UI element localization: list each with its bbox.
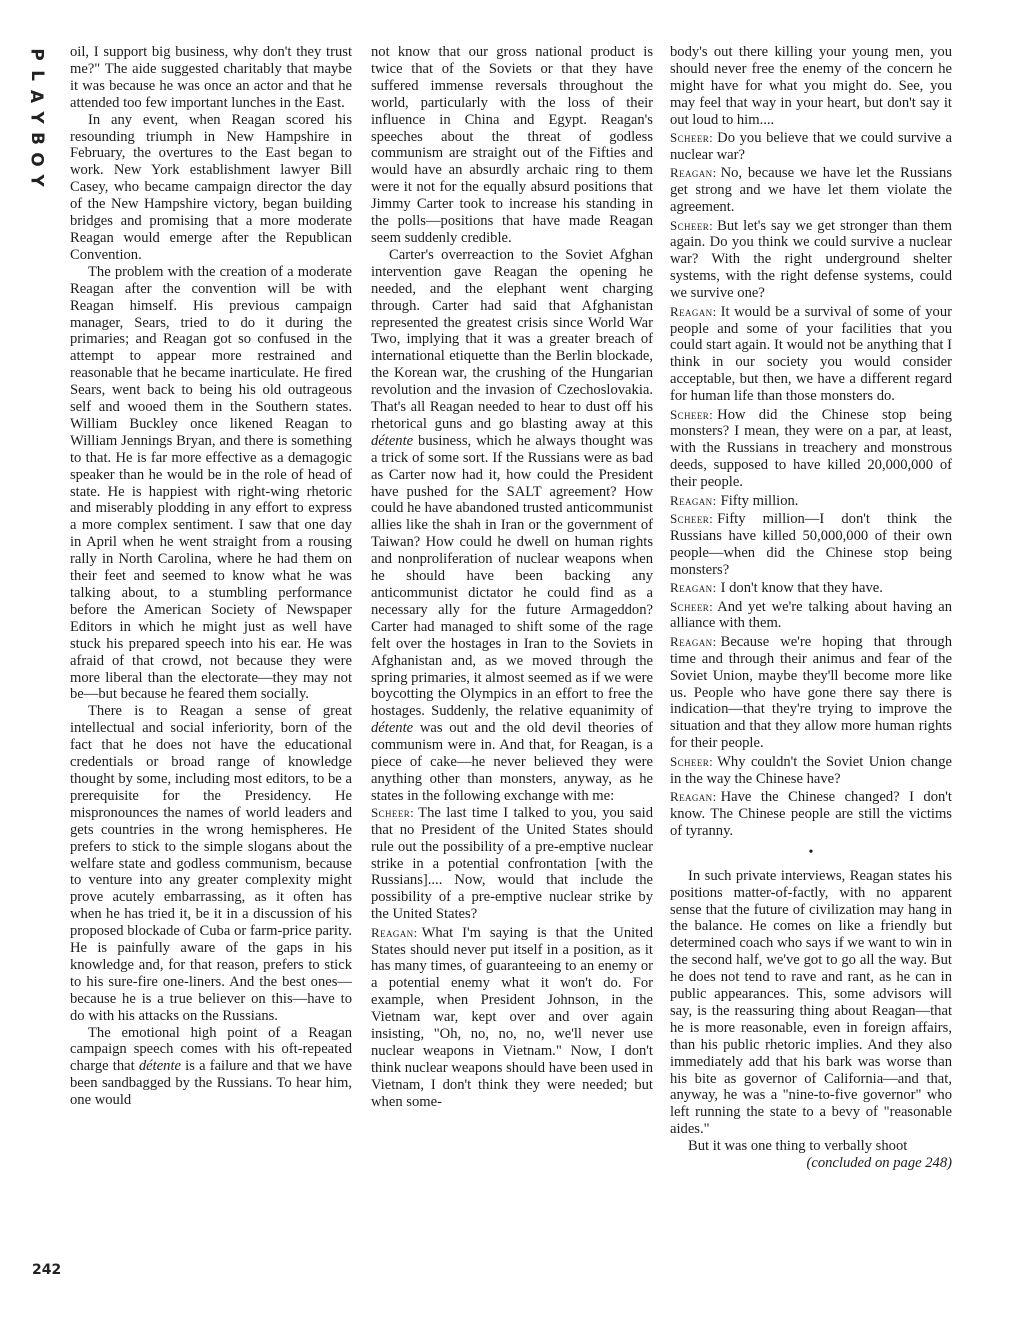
logo-letter: Y	[26, 174, 47, 187]
text-run: Why couldn't the Soviet Union change in the way the Chinese have?	[670, 753, 952, 787]
paragraph: oil, I support big business, why don't they trust me?" The aide suggested charitably that maybe it was because he was once an actor and that he attended too few important lunches in the East.	[70, 44, 352, 111]
italic-word: détente	[138, 1058, 181, 1075]
speaker-label: Reagan:	[670, 633, 717, 649]
paragraph: In such private interviews, Reagan states his positions matter-of-factly, with no apparent sense that the future of civilization may hang in the balance. He comes on like a friendly but determined coach who says if we want to win in the second half, we've got to go all the way. But he does not tend to rave and rant, as he can in public appearances. This, some advisors will say, is the reassuring thing about Reagan—that he is more reasonable, even in foreign affairs, than his public rhetoric implies. And they also immediately add that his bark was worse than his bite as governor of California—and that, anyway, he was a "nine-to-five governor" who left running the state to a bevy of "reasonable aides."	[670, 867, 952, 1138]
interview-answer	[670, 789, 952, 840]
paragraph: But it was one thing to verbally shoot	[688, 1138, 908, 1155]
interview-answer	[670, 580, 952, 597]
paragraph: There is to Reagan a sense of great intellectual and social inferiority, born of the fact that he does not have the educational credentials or broad range of knowledge thought by some, including most editors, to be a prerequisite for the Presidency. He mispronounces the names of world leaders and gets countries in the wrong hemispheres. He prefers to stick to the simple slogans about the welfare state and godless communism, because to venture into any greater complexity might prove acutely embarrassing, as it often has when he has tried it, be it in a discussion of his proposed blockade of Cuba or farm-price parity. He is painfully aware of the gaps in his knowledge and, for that reason, prefers to stick to his sure-fire one-liners. And the best ones—because he is a true believer on this—have to do with his attacks on the Russians.	[70, 703, 352, 1024]
text-run: But let's say we get stronger than them again. Do you think we could survive a nuclear war? With the right underground shelter systems, with the right defense systems, could we survive one?	[670, 217, 952, 302]
paragraph	[70, 1025, 352, 1110]
text-run: How did the Chinese stop being monsters? I mean, they were on a par, at least, with the Russians in treachery and monstrous deeds, supposed to have killed 20,000,000 of their people.	[670, 406, 952, 491]
interview-question	[670, 407, 952, 492]
italic-word: détente	[371, 720, 414, 737]
speaker-label: Scheer:	[670, 217, 714, 233]
speaker-label: Scheer:	[670, 406, 714, 422]
interview-question	[670, 130, 952, 164]
text-run: was out and the old devil theories of communism were in. And that, for Reagan, is a piece of cake—he never believed they were anything other than monsters, anyway, as he states in the following exchange with me:	[371, 720, 653, 804]
article-column-1	[70, 44, 352, 1284]
text-run: The last time I talked to you, you said that no President of the United States should rule out the possibility of a pre-emptive nuclear strike in a potential confrontation [with the Russians].... Now, would that include the possibility of a pre-emptive nuclear strike by the United States?	[371, 804, 653, 923]
interview-question	[670, 218, 952, 303]
logo-letter: Y	[26, 111, 47, 124]
paragraph: The problem with the creation of a moderate Reagan after the convention will be with Reagan himself. His previous campaign manager, Sears, tried to do it during the primaries; and Reagan got so confused in the attempt to appear more restrained and reasonable that he became inarticulate. He fired Sears, went back to being his old outrageous self and wooed them in the Southern states. William Buckley once likened Reagan to William Jennings Bryan, and there is something to that. He is far more effective as a demagogic speaker than he would be in the role of head of state. He is happiest with right-wing rhetoric and miserably plodding in any effort to express a more complex sentiment. I saw that one day in April when he went straight from a rousing rally in North Carolina, where he had them on their feet and seemed to know what he was talking about, to a stumbling performance before the American Society of Newspaper Editors in which he might just as well have stuck his prepared speech into his ear. He was afraid of that crowd, not because they were more liberal than the electorate—they may not be—but because he feared them socially.	[70, 263, 352, 703]
logo-letter: B	[26, 132, 47, 145]
continued-on-notice: (concluded on page 248)	[806, 1155, 952, 1172]
speaker-label: Scheer:	[670, 510, 714, 526]
speaker-label: Reagan:	[670, 492, 717, 508]
text-run: And yet we're talking about having an alliance with them.	[670, 598, 952, 632]
paragraph	[371, 247, 653, 805]
text-run: Fifty million—I don't think the Russians have killed 50,000,000 of their own people—when did the Chinese stop being monsters?	[670, 510, 952, 578]
interview-question	[371, 805, 653, 923]
text-run: Carter's overreaction to the Soviet Afghan intervention gave Reagan the opening he needed, and the elephant went charging through. Carter had said that Afghanistan represented the greatest crisis since World War Two, implying that it was a greater breach of international etiquette than the Berlin blockade, the Korean war, the crushing of the Hungarian revolution and the invasion of Czechoslovakia. That's all Reagan needed to hear to dust off his rhetorical guns and go blasting away at this	[371, 246, 653, 432]
speaker-label: Reagan:	[371, 924, 418, 940]
interview-answer	[670, 493, 952, 510]
italic-word: détente	[371, 432, 414, 449]
section-separator-dot: •	[808, 844, 814, 860]
logo-letter: A	[26, 89, 47, 104]
speaker-label: Reagan:	[670, 580, 717, 596]
interview-answer	[670, 165, 952, 216]
article-column-2	[371, 44, 653, 1284]
interview-question	[670, 754, 952, 788]
speaker-label: Scheer:	[670, 753, 714, 769]
text-run: Fifty million.	[720, 492, 799, 509]
paragraph: body's out there killing your young men, you should never free the enemy of the concern he might have for what you might do. See, you may feel that way in your heart, but don't say it out loud to him....	[670, 44, 952, 128]
interview-question	[670, 599, 952, 633]
text-run: The emotional high point of a Reagan campaign speech comes with his oft-repeated charge that	[70, 1024, 352, 1075]
speaker-label: Reagan:	[670, 165, 717, 181]
interview-answer	[670, 304, 952, 405]
speaker-label: Scheer:	[371, 804, 415, 820]
text-run: It would be a survival of some of your people and some of your facilities that you could start again. It would not be anything that I think in our society you would consider acceptable, but then, we have a different regard for human life than those monsters do.	[670, 303, 952, 405]
text-run: Because we're hoping that through time and through their animus and fear of the Soviet Union, maybe they'll become more like us. People who have gone there say there is indication—that they're trying to improve the situation and that they allow more human rights for their people.	[670, 633, 952, 752]
logo-letter: P	[26, 48, 47, 61]
text-run: What I'm saying is that the United States should never put itself in a position, as it has many times, of guaranteeing to an enemy or a potential enemy what it won't do. For example, when President Johnson, in the Vietnam war, kept over and over again insisting, "Oh, no, no, no, we'll never use nuclear weapons in Vietnam." Now, I don't think nuclear weapons should have been used in Vietnam, I don't think they were needed; but when some-	[371, 924, 653, 1110]
speaker-label: Reagan:	[670, 788, 717, 804]
logo-letter: L	[26, 70, 47, 81]
article-column-3	[670, 44, 952, 1284]
page-number: 242	[32, 1262, 62, 1278]
text-run: No, because we have let the Russians get strong and we have let them violate the agreement.	[670, 165, 952, 216]
interview-answer	[371, 925, 653, 1111]
logo-letter: O	[26, 152, 47, 167]
interview-answer	[670, 634, 952, 752]
text-run: Have the Chinese changed? I don't know. The Chinese people are still the victims of tyranny.	[670, 788, 952, 839]
text-run: Do you believe that we could survive a nuclear war?	[670, 130, 952, 163]
magazine-vertical-logo	[22, 44, 50, 191]
text-run: business, which he always thought was a trick of some sort. If the Russians were as bad as Carter now had it, how could the President have pushed for the SALT agreement? How could he have abandoned trusted anticommunist allies like the shah in Iran or the government of Taiwan? How could he dwell on human rights and nonproliferation of nuclear weapons when he should have been backing any anticommunist dictator he could find as a necessary ally for the future Armageddon? Carter had managed to shift some of the rage felt over the hostages in Iran to the Soviets in Afghanistan and, as we moved through the spring primaries, it almost seemed as if we were boycotting the Olympics in an effort to free the hostages. Suddenly, the relative equanimity of	[371, 432, 653, 720]
text-run: is a failure and that we have been sandbagged by the Russians. To hear him, one would	[70, 1058, 352, 1109]
interview-question	[670, 511, 952, 579]
text-run: I don't know that they have.	[720, 580, 883, 597]
speaker-label: Scheer:	[670, 598, 714, 614]
paragraph: not know that our gross national product is twice that of the Soviets or that they have suffered immense reversals throughout the world, particularly with the loss of their influence in China and Egypt. Reagan's speeches about the threat of godless communism are straight out of the Fifties and would have an absurdly archaic ring to them were it not for the equally absurd positions that Jimmy Carter took to increase his standing in the polls—positions that have made Reagan seem suddenly credible.	[371, 44, 653, 246]
speaker-label: Reagan:	[670, 303, 717, 319]
paragraph: In any event, when Reagan scored his resounding triumph in New Hampshire in February, the overtures to the East began to work. New York establishment lawyer Bill Casey, who became campaign director the day of the New Hampshire victory, began building bridges and promising that a more moderate Reagan would emerge after the Republican Convention.	[70, 111, 352, 263]
speaker-label: Scheer:	[670, 130, 714, 146]
